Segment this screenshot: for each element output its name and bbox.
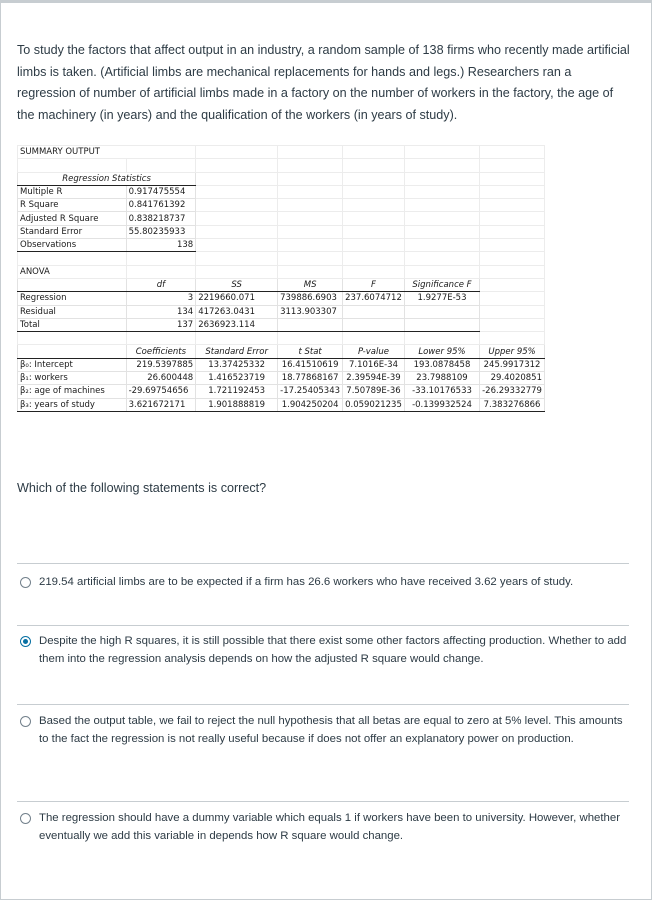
radio-button[interactable]: [20, 813, 31, 824]
table-row: β₃: years of study 3.621672171 1.901888819 1.904250204 0.059021235 -0.139932524 7.383276866: [18, 398, 545, 411]
answer-label: The regression should have a dummy variable which equals 1 if workers have been to university. However, whether eventually we add this variable in depends how R square would change.: [39, 812, 621, 842]
table-row: Multiple R 0.917475554: [18, 185, 545, 198]
answer-option-2[interactable]: [17, 625, 629, 704]
radio-button[interactable]: [20, 716, 31, 727]
answer-option-1[interactable]: [17, 563, 629, 625]
table-row: Adjusted R Square 0.838218737: [18, 212, 545, 225]
radio-button-selected[interactable]: [20, 636, 31, 647]
answer-option-4[interactable]: [17, 801, 629, 871]
table-row: Observations 138: [18, 239, 545, 252]
coefficients-header-row: Coefficients Standard Error t Stat P-value Lower 95% Upper 95%: [18, 345, 545, 358]
radio-button[interactable]: [20, 577, 31, 588]
question-text: To study the factors that affect output in an industry, a random sample of 138 firms who recently made artificial limbs is taken. (Artificial limbs are mechanical replacements for hands and legs.) Researchers ran a regression of number of artificial limbs made in a factory on the number of workers in the factory, the age of the machinery (in years) and the qualification of the workers (in years of study).: [17, 43, 630, 122]
table-row: Residual 134 417263.0431 3113.903307: [18, 305, 545, 318]
answer-option-3[interactable]: [17, 704, 629, 801]
answer-label: Despite the high R squares, it is still possible that there exist some other factors affecting production. Whether to add them into the regression analysis depends on how the adjusted R square would change.: [39, 635, 627, 665]
anova-header-row: df SS MS F Significance F: [18, 278, 545, 291]
anova-title: ANOVA: [18, 265, 127, 278]
answer-label: 219.54 artificial limbs are to be expected if a firm has 26.6 workers who have received 3.62 years of study.: [39, 576, 574, 588]
regression-statistics-title: Regression Statistics: [18, 172, 196, 185]
followup-question: Which of the following statements is correct?: [17, 481, 267, 495]
answer-label: Based the output table, we fail to reject the null hypothesis that all betas are equal to zero at 5% level. This amounts to the fact the regression is not really useful because if does not offer an explanatory power on production.: [39, 715, 623, 745]
table-row: Standard Error 55.80235933: [18, 225, 545, 238]
table-row: Regression 3 2219660.071 739886.6903 237.6074712 1.9277E-53: [18, 292, 545, 305]
table-row: Total 137 2636923.114: [18, 318, 545, 331]
table-row: β₂: age of machines -29.69754656 1.721192453 -17.25405343 7.50789E-36 -33.10176533 -26.29332779: [18, 385, 545, 398]
table-row: β₀: Intercept 219.5397885 13.37425332 16.41510619 7.1016E-34 193.0878458 245.9917312: [18, 358, 545, 371]
table-row: R Square 0.841761392: [18, 199, 545, 212]
regression-output-table: [17, 145, 545, 412]
answer-list: [17, 563, 629, 871]
summary-title: SUMMARY OUTPUT: [18, 146, 196, 159]
table-row: β₁: workers 26.600448 1.416523719 18.77868167 2.39594E-39 23.7988109 29.4020851: [18, 372, 545, 385]
